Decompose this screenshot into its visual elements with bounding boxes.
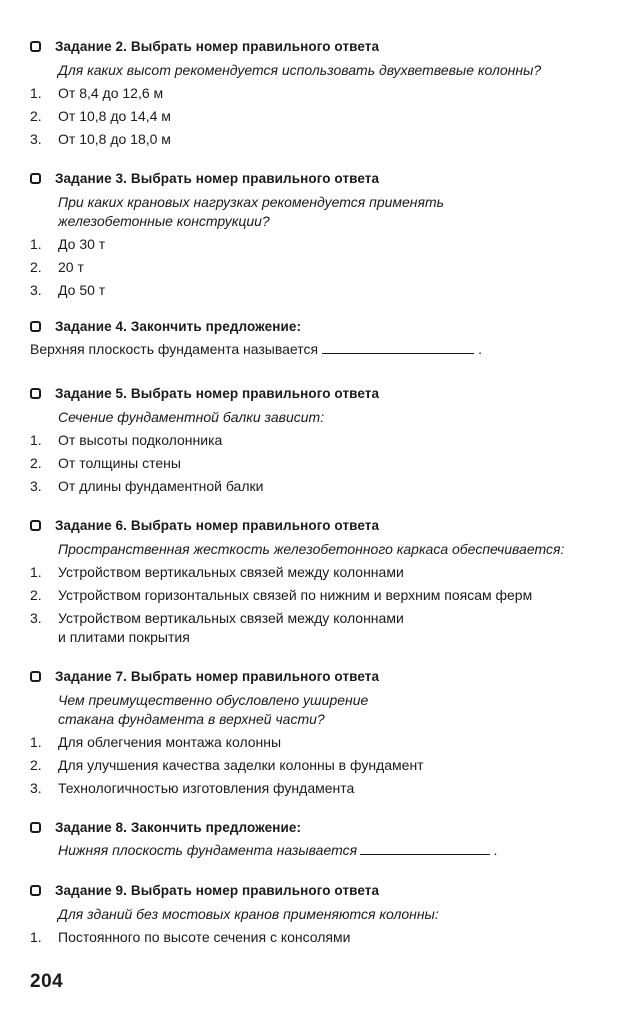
- answer-option: [30, 130, 615, 149]
- task-2: [30, 36, 615, 149]
- checkbox-icon[interactable]: [30, 822, 41, 833]
- task-header: [30, 36, 615, 56]
- task-question: Сечение фундаментной балки зависит:: [58, 409, 325, 425]
- answer-blank[interactable]: [360, 841, 490, 855]
- option-number: 3.: [30, 282, 42, 298]
- answer-option: [30, 258, 615, 277]
- answer-options: [30, 431, 615, 496]
- task-6: [30, 515, 615, 647]
- task-title: Задание 9. Выбрать номер правильного ответа: [55, 882, 380, 898]
- option-number: 1.: [30, 85, 42, 101]
- answer-option: [30, 609, 615, 647]
- question-line: стакана фундамента в верхней части?: [58, 711, 325, 727]
- answer-options: [30, 84, 615, 149]
- checkbox-icon[interactable]: [30, 885, 41, 896]
- option-text: До 50 т: [58, 282, 106, 298]
- task-statement: [58, 841, 615, 860]
- question-line: При каких крановых нагрузках рекомендуется применять: [58, 194, 444, 210]
- option-text: До 30 т: [58, 236, 106, 252]
- task-header: [30, 880, 615, 900]
- option-text: От 10,8 до 14,4 м: [58, 108, 171, 124]
- option-text: От толщины стены: [58, 455, 181, 471]
- answer-options: [30, 733, 615, 798]
- answer-option: [30, 756, 615, 775]
- option-text: От высоты подколонника: [58, 432, 223, 448]
- answer-option: [30, 431, 615, 450]
- task-title: Задание 3. Выбрать номер правильного ответа: [55, 170, 380, 186]
- task-3: [30, 168, 615, 300]
- option-number: 2.: [30, 757, 42, 773]
- task-question: Пространственная жесткость железобетонного каркаса обеспечивается:: [58, 541, 565, 557]
- task-header: [30, 817, 615, 837]
- answer-option: [30, 235, 615, 254]
- checkbox-icon[interactable]: [30, 388, 41, 399]
- answer-option: [30, 454, 615, 473]
- answer-options: [30, 563, 615, 647]
- task-question: [58, 691, 615, 729]
- option-text: 20 т: [58, 259, 84, 275]
- answer-options: [30, 928, 615, 947]
- task-5: [30, 383, 615, 496]
- checkbox-icon[interactable]: [30, 321, 41, 332]
- option-number: 2.: [30, 455, 42, 471]
- answer-option: [30, 779, 615, 798]
- option-number: 2.: [30, 587, 42, 603]
- answer-option: [30, 928, 615, 947]
- option-number: 3.: [30, 610, 42, 626]
- option-text: Технологичностью изготовления фундамента: [58, 780, 355, 796]
- option-text: [58, 609, 404, 647]
- task-4: [30, 316, 615, 359]
- answer-option: [30, 586, 615, 605]
- checkbox-icon[interactable]: [30, 520, 41, 531]
- option-number: 1.: [30, 236, 42, 252]
- option-text: Постоянного по высоте сечения с консолями: [58, 929, 351, 945]
- task-9: [30, 880, 615, 947]
- answer-option: [30, 84, 615, 103]
- option-number: 3.: [30, 478, 42, 494]
- option-text-line: Устройством вертикальных связей между колоннами: [58, 610, 404, 626]
- task-title: Задание 6. Выбрать номер правильного ответа: [55, 517, 380, 533]
- statement-end: .: [494, 842, 498, 858]
- task-header: [30, 316, 615, 336]
- checkbox-icon[interactable]: [30, 41, 41, 52]
- option-text-line: и плитами покрытия: [58, 629, 190, 645]
- question-line: Чем преимущественно обусловлено уширение: [58, 692, 369, 708]
- answer-option: [30, 281, 615, 300]
- task-statement: [30, 340, 615, 359]
- option-number: 1.: [30, 564, 42, 580]
- question-line: железобетонные конструкции?: [58, 213, 270, 229]
- task-title: Задание 5. Выбрать номер правильного ответа: [55, 385, 380, 401]
- answer-option: [30, 477, 615, 496]
- statement-text: Верхняя плоскость фундамента называется: [30, 341, 319, 357]
- option-number: 1.: [30, 929, 42, 945]
- option-text: Для облегчения монтажа колонны: [58, 734, 282, 750]
- task-question: Для зданий без мостовых кранов применяются колонны:: [58, 906, 439, 922]
- option-number: 1.: [30, 432, 42, 448]
- task-header: [30, 383, 615, 403]
- task-header: [30, 515, 615, 535]
- option-text: Для улучшения качества заделки колонны в фундамент: [58, 757, 424, 773]
- option-number: 2.: [30, 259, 42, 275]
- task-header: [30, 666, 615, 686]
- page-number: 204: [30, 971, 64, 992]
- option-number: 3.: [30, 780, 42, 796]
- option-text: От 10,8 до 18,0 м: [58, 131, 171, 147]
- task-8: [30, 817, 615, 860]
- option-number: 3.: [30, 131, 42, 147]
- task-header: [30, 168, 615, 188]
- statement-text: Нижняя плоскость фундамента называется: [58, 842, 358, 858]
- option-number: 2.: [30, 108, 42, 124]
- task-7: [30, 666, 615, 798]
- answer-blank[interactable]: [322, 340, 474, 354]
- answer-option: [30, 733, 615, 752]
- statement-end: .: [478, 341, 482, 357]
- task-title: Задание 8. Закончить предложение:: [55, 819, 302, 835]
- checkbox-icon[interactable]: [30, 173, 41, 184]
- option-text: От длины фундаментной балки: [58, 478, 264, 494]
- task-title: Задание 7. Выбрать номер правильного ответа: [55, 668, 380, 684]
- task-question: Для каких высот рекомендуется использовать двухветвевые колонны?: [58, 62, 542, 78]
- task-question: [58, 193, 615, 231]
- answer-option: [30, 563, 615, 582]
- option-text: Устройством вертикальных связей между колоннами: [58, 564, 404, 580]
- answer-option: [30, 107, 615, 126]
- option-text: От 8,4 до 12,6 м: [58, 85, 164, 101]
- option-number: 1.: [30, 734, 42, 750]
- answer-options: [30, 235, 615, 300]
- option-text: Устройством горизонтальных связей по нижним и верхним поясам ферм: [58, 587, 533, 603]
- task-title: Задание 4. Закончить предложение:: [55, 318, 302, 334]
- task-title: Задание 2. Выбрать номер правильного ответа: [55, 38, 380, 54]
- checkbox-icon[interactable]: [30, 671, 41, 682]
